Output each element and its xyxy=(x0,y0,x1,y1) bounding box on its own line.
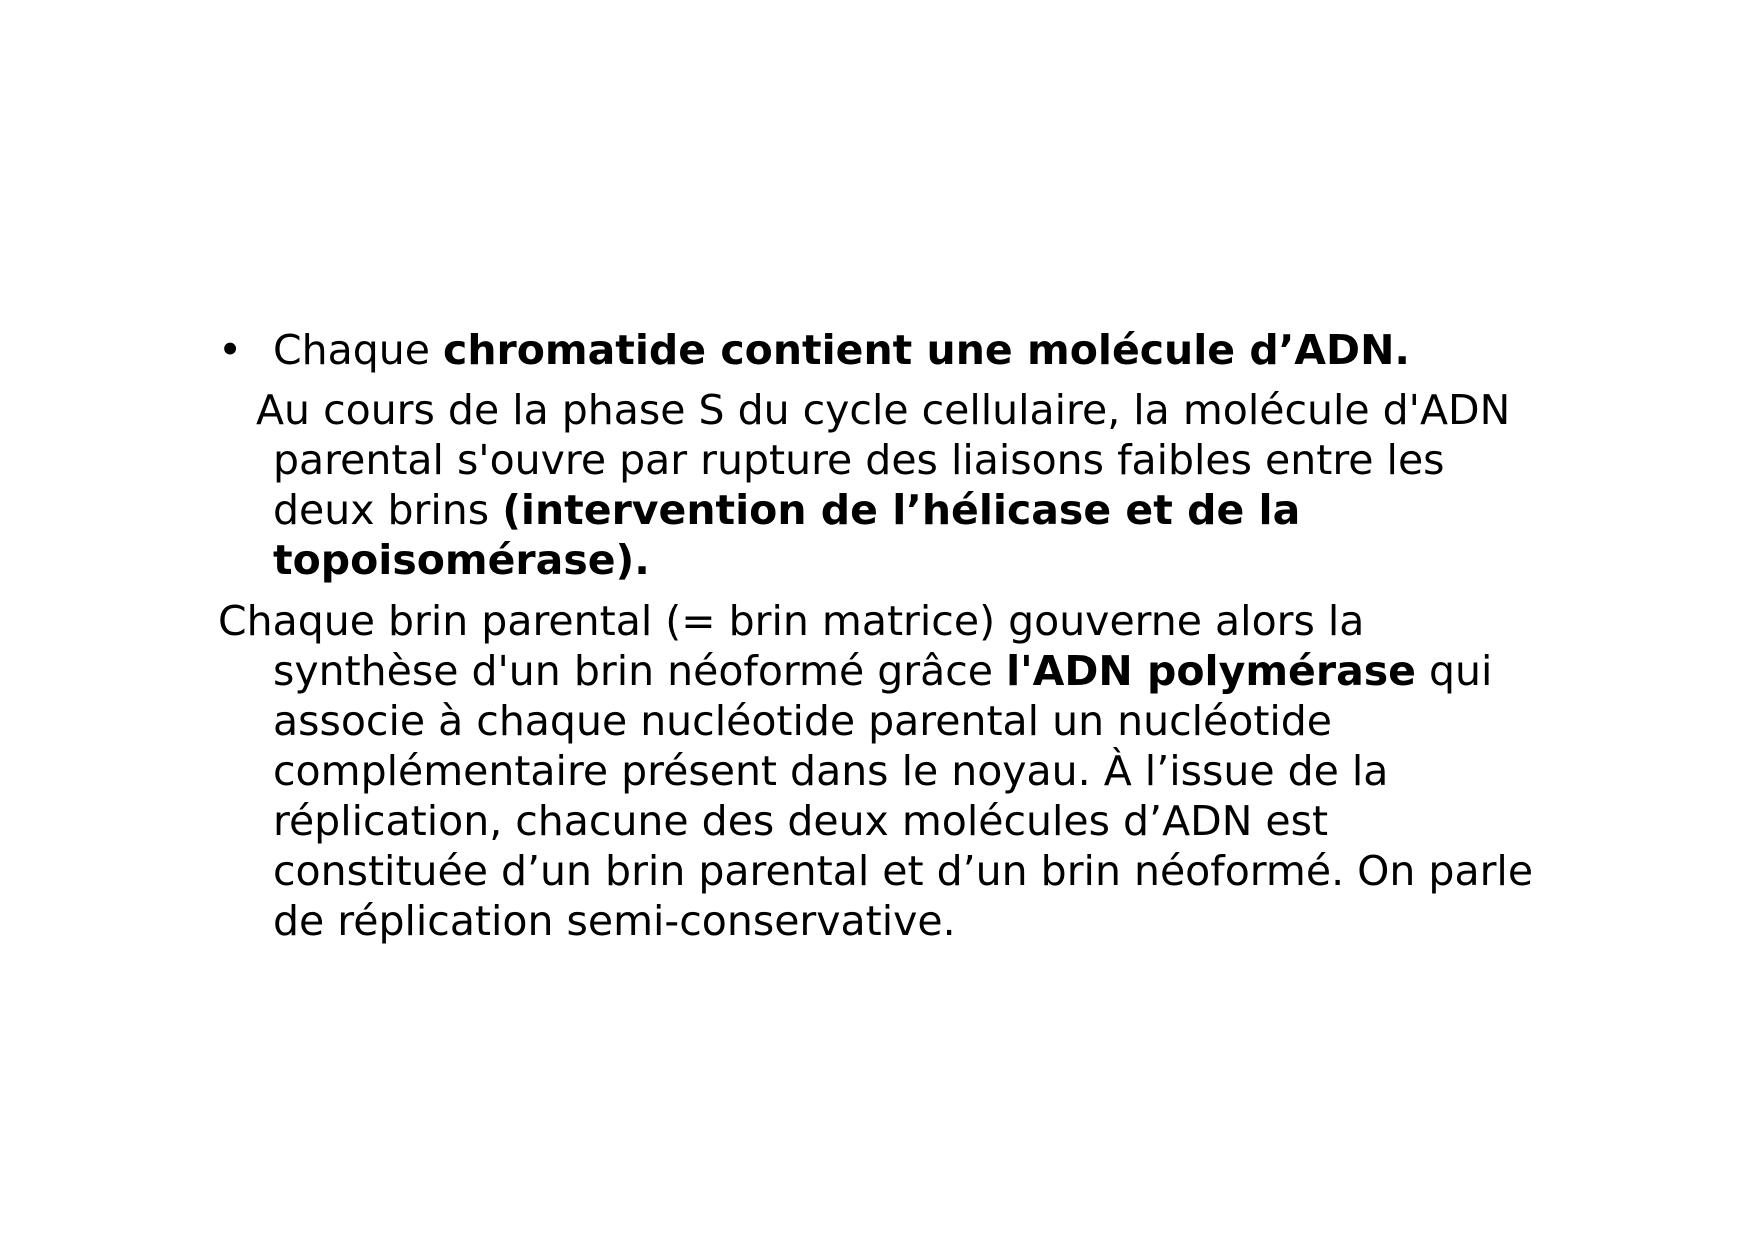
bullet-icon: • xyxy=(218,326,243,374)
bullet-item-chromatide xyxy=(218,325,1548,375)
paragraph-replication xyxy=(218,596,1548,946)
para3-text-after: qui associe à chaque nucléotide parental un nucléotide complémentaire présent dans le noyau. À l’issue de la réplication, chacune des deux molécules d’ADN est constituée d’un brin parental et d’un brin néoformé. On parle de réplication semi-conservative. xyxy=(273,647,1534,945)
para2-text: Au cours de la phase S du cycle cellulaire, la molécule d'ADN parental s'ouvre par rupture des liaisons faibles entre les deux brins xyxy=(256,386,1511,534)
slide-body xyxy=(218,325,1548,946)
paragraph-phase-s xyxy=(218,385,1548,585)
para3-bold-text: l'ADN polymérase xyxy=(1006,647,1416,695)
para3-text-before: Chaque brin parental (= brin matrice) gouverne alors la synthèse d'un brin néoformé grâce xyxy=(218,597,1365,695)
line1-text: Chaque xyxy=(273,326,444,374)
line1-bold-text: chromatide contient une molécule d’ADN. xyxy=(443,326,1410,374)
para2-bold-text: (intervention de l’hélicase et de la topoisomérase). xyxy=(273,486,1301,584)
